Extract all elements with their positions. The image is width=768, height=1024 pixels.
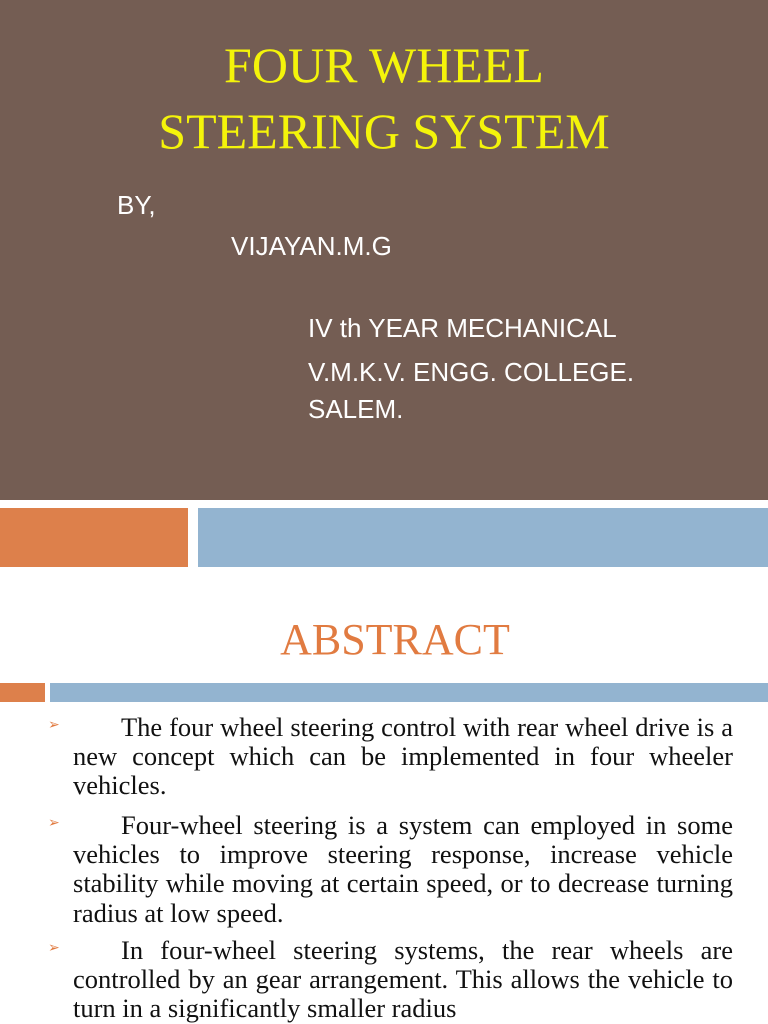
college-name: V.M.K.V. ENGG. COLLEGE.	[308, 357, 635, 387]
author-name: VIJAYAN.M.G	[231, 231, 392, 261]
abstract-heading: ABSTRACT	[280, 615, 510, 664]
arrow-bullet-icon: ➢	[48, 717, 60, 733]
title-slide	[0, 0, 768, 500]
bullet-text: In four-wheel steering systems, the rear wheels are controlled by an gear arrangement. This allows the vehicle to turn in a significantly smaller radius	[73, 935, 733, 1024]
year-dept: IV th YEAR MECHANICAL	[308, 313, 617, 343]
bullet-text: The four wheel steering control with rear wheel drive is a new concept which can be implemented in four wheeler vehicles.	[73, 712, 733, 801]
arrow-bullet-icon: ➢	[48, 815, 60, 831]
accent-bar-orange	[0, 508, 188, 567]
title-line-2: STEERING SYSTEM	[158, 103, 610, 159]
accent-bar-blue	[198, 508, 768, 567]
bullet-text: Four-wheel steering is a system can employed in some vehicles to improve steering response, increase vehicle stability while moving at certain speed, or to decrease turning radius at low speed.	[73, 810, 733, 928]
divider-bar-blue	[50, 683, 768, 702]
divider-bar-orange	[0, 683, 45, 702]
arrow-bullet-icon: ➢	[48, 940, 60, 956]
college-city: SALEM.	[308, 394, 404, 424]
by-label: BY,	[117, 190, 156, 220]
title-line-1: FOUR WHEEL	[224, 37, 544, 93]
slide-separator	[0, 500, 768, 508]
